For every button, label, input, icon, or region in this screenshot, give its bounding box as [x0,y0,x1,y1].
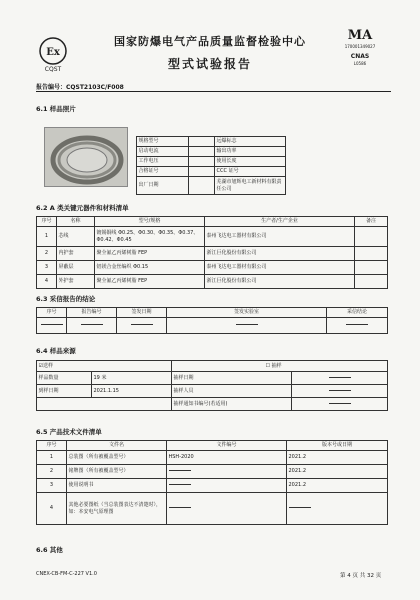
option-send-cell [37,361,172,372]
table-cell: 3 [37,261,57,275]
section-6-4-heading: 6.4 样品来源 [36,347,76,355]
svg-text:Ex: Ex [46,47,60,58]
info-label: 合格证号 [137,167,189,177]
empty-cell [292,372,388,385]
table-cell: 内护套 [57,247,95,261]
empty-cell [287,493,388,525]
sample-photo [44,127,128,187]
field-label: 抽样日期 [172,372,292,385]
col-header: 采信结论 [327,308,388,318]
sample-source-table [36,360,388,411]
table-cell: 1 [37,451,67,465]
table-cell: 聚全氟乙丙烯树脂 FEP [95,247,205,261]
table-cell [355,261,388,275]
ma-number: 170001349027 [344,44,376,49]
cable-coil-image [45,128,128,187]
table-cell: 铭牌图（所有被覆盖型号） [67,465,167,479]
header-divider [36,91,391,92]
table-cell: 3 [37,479,67,493]
table-cell: 使用说明书 [67,479,167,493]
empty-cell [167,318,327,334]
info-label: CCC 证号 [215,167,286,177]
table-cell: 泰州飞达电工器材有限公司 [205,261,355,275]
info-blank [189,157,215,167]
manufacturer-value: 芜湖市旭辉电工新材料有限责任公司 [215,177,286,195]
info-label: 出厂日期 [137,177,189,195]
accreditation-logos [330,28,390,86]
section-6-5-heading: 6.5 产品技术文件清单 [36,428,102,436]
cnas-mark: CNAS [350,53,370,60]
checked-box-icon: ☑ [38,362,43,369]
option-sample-cell [172,361,388,372]
field-label: 到样日期 [37,385,92,398]
info-blank [189,137,215,147]
empty-cell [37,398,172,411]
option-send-label: 送样 [42,362,53,369]
adopted-reports-table [36,307,388,334]
table-cell: 屏蔽层 [57,261,95,275]
col-header: 备注 [355,217,388,227]
table-cell: 2 [37,247,57,261]
table-cell: 聚全氟乙丙烯树脂 FEP [95,275,205,289]
info-label: 启动电流 [137,147,189,157]
info-blank [189,177,215,195]
tech-docs-table [36,440,388,525]
col-header: 报告编号 [67,308,117,318]
field-label: 抽样人员 [172,385,292,398]
table-cell [355,227,388,247]
info-blank [189,147,215,157]
col-header: 序号 [37,217,57,227]
footer-page-number: 第 4 页 共 32 页 [340,573,382,579]
field-label: 抽样通知书编号(若适用) [172,398,292,411]
components-table [36,216,388,289]
empty-cell [327,318,388,334]
table-cell: 其他必要图纸（当总装图表达不清楚时），如：本安电气原理图 [67,493,167,525]
ma-mark: MA [347,28,373,43]
info-label: 使用长度 [215,157,286,167]
table-cell: 芯线 [57,227,95,247]
option-sample-label: 抽样 [271,362,282,369]
table-cell: 泰州飞达电工器材有限公司 [205,227,355,247]
info-blank [189,167,215,177]
empty-cell [292,385,388,398]
footer-doc-code: CNEX-CB-FM-C-227 V1.0 [36,571,97,577]
svg-text:CQST: CQST [44,66,62,73]
table-cell: 2021.2 [287,451,388,465]
table-cell: 2021.2 [287,479,388,493]
empty-cell [167,465,287,479]
empty-cell [167,479,287,493]
table-cell: 总装图（所有被覆盖型号） [67,451,167,465]
field-value: 2021.1.15 [92,385,172,398]
report-number: 报告编号：CQST2103C/F008 [36,84,124,91]
table-cell: 浙江巨化股份有限公司 [205,247,355,261]
field-value: 19 米 [92,372,172,385]
empty-cell [67,318,117,334]
col-header: 生产者/生产企业 [205,217,355,227]
table-cell: 4 [37,275,57,289]
section-6-2-heading: 6.2 A 类关键元器件和材料清单 [36,204,129,212]
section-6-1-heading: 6.1 样品照片 [36,105,76,113]
table-cell: 2021.2 [287,465,388,479]
col-header: 序号 [37,441,67,451]
info-label: 远爆标志 [215,137,286,147]
table-cell: HSH-2020 [167,451,287,465]
table-cell: 外护套 [57,275,95,289]
col-header: 序号 [37,308,67,318]
col-header: 文件编号 [167,441,287,451]
col-header: 签发实验室 [167,308,327,318]
col-header: 名称 [57,217,95,227]
table-cell: 1 [37,227,57,247]
table-cell: 4 [37,493,67,525]
empty-cell [37,318,67,334]
cnas-number: L0586 [353,61,367,66]
col-header: 型号/规格 [95,217,205,227]
empty-cell [292,398,388,411]
table-cell [355,247,388,261]
info-label: 输出功率 [215,147,286,157]
field-label: 样品数量 [37,372,92,385]
col-header: 签发日期 [117,308,167,318]
col-header: 文件名 [67,441,167,451]
table-cell: 2 [37,465,67,479]
report-title: 型式试验报告 [167,57,252,71]
info-label: 规格型号 [137,137,189,147]
empty-cell [117,318,167,334]
section-6-3-heading: 6.3 采信报告的结论 [36,295,96,303]
table-cell: 镀锡铜线 Φ0.25、Φ0.30、Φ0.35、Φ0.37、Φ0.42、Φ0.45 [95,227,205,247]
section-6-6-heading: 6.6 其他 [36,546,63,554]
table-cell: 浙江巨化股份有限公司 [205,275,355,289]
table-cell [355,275,388,289]
info-label: 工作电压 [137,157,189,167]
table-cell: 铝镁合金丝编织 Φ0.15 [95,261,205,275]
sample-info-table [136,136,286,195]
center-title: 国家防爆电气产品质量监督检验中心 [114,35,306,48]
unchecked-box-icon: ☐ [265,362,270,369]
col-header: 版本号或日期 [287,441,388,451]
empty-cell [167,493,287,525]
